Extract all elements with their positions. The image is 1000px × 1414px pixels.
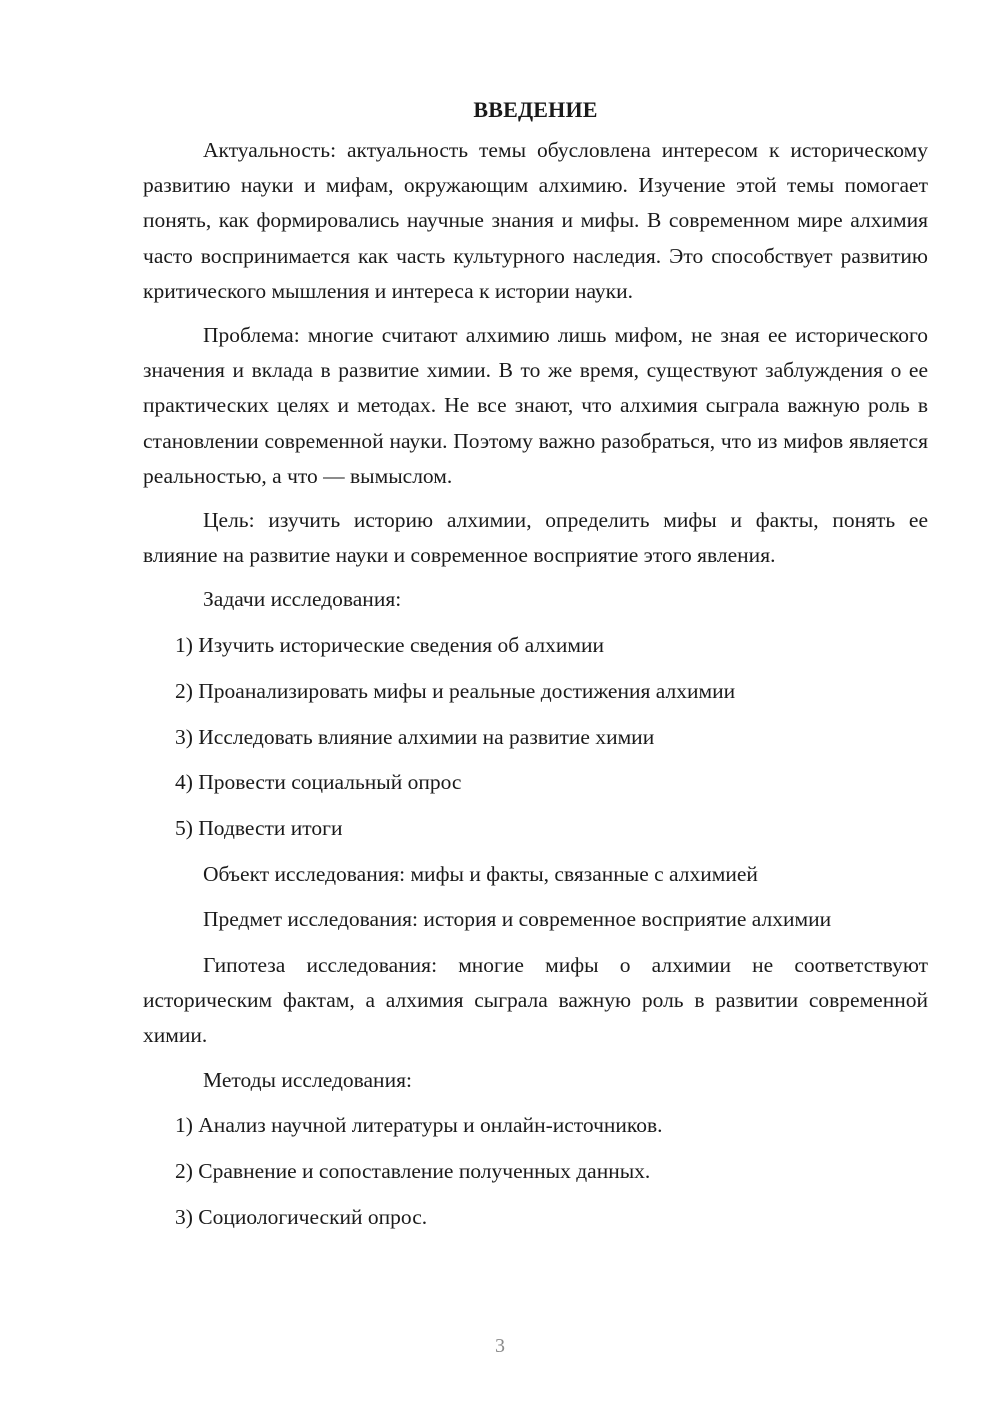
- section-title: ВВЕДЕНИЕ: [473, 97, 598, 122]
- hypothesis-paragraph: Гипотеза исследования: многие мифы о алхимии не соответствуют историческим фактам, а алхимия сыграла важную роль в развитии современной химии.: [143, 953, 928, 1048]
- methods-heading: Методы исследования:: [203, 1067, 412, 1092]
- relevance-paragraph: Актуальность: актуальность темы обусловлена интересом к историческому развитию науки и мифам, окружающим алхимию. Изучение этой темы помогает понять, как формировались научные знания и мифы. В современном мире алхимия часто воспринимается как часть культурного наследия. Это способствует развитию критического мышления и интереса к истории науки.: [143, 138, 928, 303]
- page-number: 3: [495, 1335, 505, 1357]
- list-item: 4) Провести социальный опрос: [175, 770, 462, 795]
- list-item: 3) Исследовать влияние алхимии на развитие химии: [175, 724, 655, 749]
- list-item: 2) Проанализировать мифы и реальные достижения алхимии: [175, 678, 736, 703]
- document-body: [143, 95, 928, 1245]
- tasks-heading: Задачи исследования:: [203, 587, 402, 612]
- problem-paragraph: Проблема: многие считают алхимию лишь мифом, не зная ее исторического значения и вклада в развитие химии. В то же время, существуют заблуждения о ее практических целях и методах. Не все знают, что алхимия сыграла важную роль в становлении современной науки. Поэтому важно разобраться, что из мифов является реальностью, а что — вымыслом.: [143, 323, 928, 488]
- goal-paragraph: Цель: изучить историю алхимии, определить мифы и факты, понять ее влияние на развитие науки и современное восприятие этого явления.: [143, 508, 928, 568]
- object-paragraph: Объект исследования: мифы и факты, связанные с алхимией: [203, 861, 758, 886]
- list-item: 2) Сравнение и сопоставление полученных данных.: [175, 1159, 651, 1184]
- list-item: 1) Изучить исторические сведения об алхимии: [175, 633, 604, 658]
- subject-paragraph: Предмет исследования: история и современное восприятие алхимии: [203, 907, 832, 932]
- list-item: 3) Социологический опрос.: [175, 1204, 428, 1229]
- list-item: 1) Анализ научной литературы и онлайн-источников.: [175, 1113, 663, 1138]
- methods-list: [143, 1108, 928, 1235]
- tasks-list: [143, 628, 928, 846]
- list-item: 5) Подвести итоги: [175, 815, 343, 840]
